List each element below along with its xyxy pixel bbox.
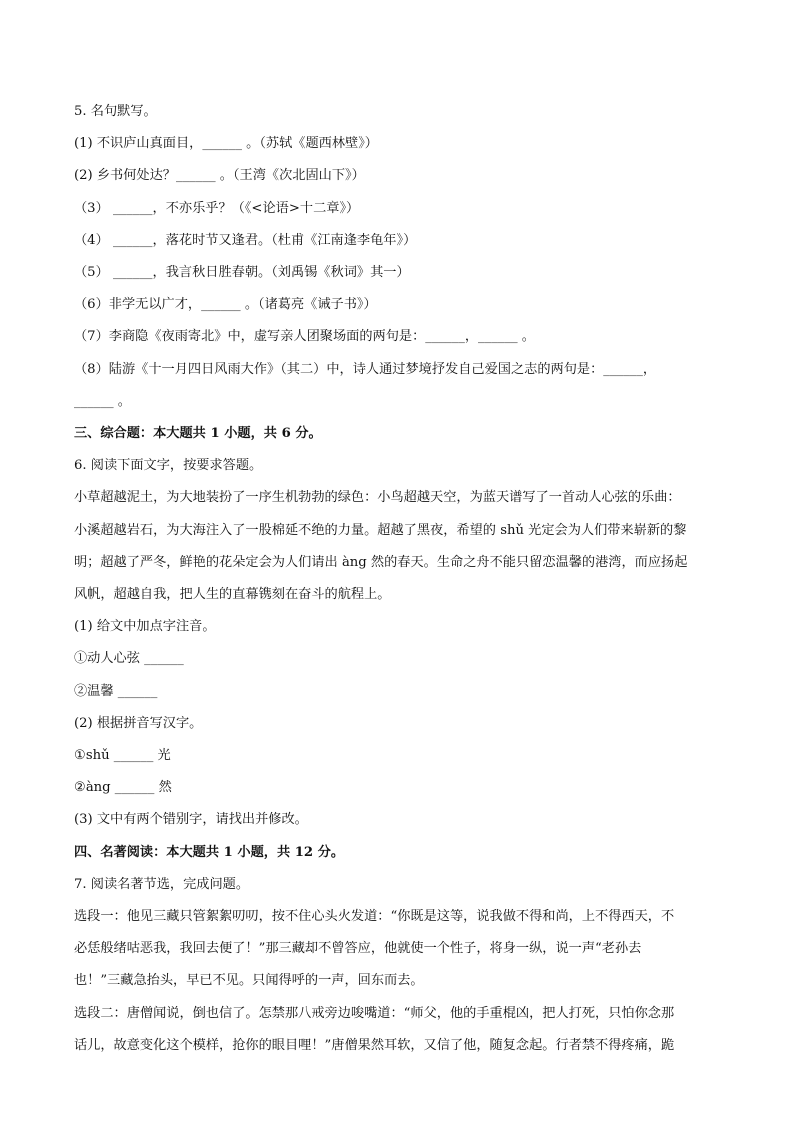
question-6-sub-2b: ②àng ______ 然 (74, 780, 172, 796)
question-5-item-1: (1) 不识庐山真面目，______ 。（苏轼《题西林壁》） (74, 136, 378, 152)
question-7-excerpt-1-line-1: 选段一：他见三藏只管絮絮叨叨，按不住心头火发道：“你既是这等，说我做不得和尚，上不得西天，不 (74, 909, 675, 925)
question-6-passage-line-1: 小草超越泥土，为大地装扮了一序生机勃勃的绿色：小鸟超越天空，为蓝天谱写了一首动人心弦的乐曲： (74, 490, 681, 506)
question-6-sub-1: (1) 给文中加点字注音。 (74, 619, 216, 635)
question-6-sub-2: (2) 根据拼音写汉字。 (74, 715, 203, 731)
section-4-heading: 四、名著阅读：本大题共 1 小题，共 12 分。 (74, 844, 345, 860)
question-5-item-8-line-2: ______ 。 (74, 393, 131, 409)
question-5-item-6: （6）非学无以广才，______ 。（诸葛亮《诫子书》） (74, 297, 377, 313)
question-6-passage-line-4: 风帆，超越自我，把人生的直幕镌刻在奋斗的航程上。 (74, 587, 391, 603)
question-7-title: 7. 阅读名著节选，完成问题。 (74, 876, 250, 892)
question-6-passage-line-3: 明；超越了严冬，鲜艳的花朵定会为人们请出 àng 然的春天。生命之舟不能只留恋温馨的港湾，而应扬起 (74, 554, 688, 570)
question-7-excerpt-1-line-2: 必恁般绪咕恶我，我回去便了！”那三藏却不曾答应，他就使一个性子，将身一纵，说一声“老孙去 (74, 941, 642, 957)
question-6-sub-2a: ①shǔ ______ 光 (74, 748, 171, 764)
question-6-sub-1b: ②温馨 ______ (74, 683, 158, 699)
question-5-item-7: （7）李商隐《夜雨寄北》中，虚写亲人团聚场面的两句是：______，______ 。 (74, 329, 535, 345)
question-7-excerpt-2-line-1: 选段二：唐僧闻说，倒也信了。怎禁那八戒旁边唆嘴道：“师父，他的手重棍凶，把人打死，只怕你念那 (74, 1005, 675, 1021)
question-5-item-2: (2) 乡书何处达？______ 。（王湾《次北固山下》） (74, 168, 365, 184)
question-5-title: 5. 名句默写。 (74, 104, 157, 119)
question-5-item-5: （5） ______，我言秋日胜春朝。（刘禹锡《秋词》其一） (74, 265, 410, 281)
question-5-item-3: （3） ______，不亦乐乎？（《<论语>十二章》） (74, 200, 360, 216)
question-6-sub-3: (3) 文中有两个错别字，请找出并修改。 (74, 812, 308, 828)
section-3-heading: 三、综合题：本大题共 1 小题，共 6 分。 (74, 426, 322, 442)
question-5-item-8-line-1: （8）陆游《十一月四日风雨大作》（其二）中，诗人通过梦境抒发自己爱国之志的两句是：______， (74, 361, 657, 377)
question-6-passage-line-2: 小溪超越岩石，为大海注入了一股棉延不绝的力量。超越了黑夜，希望的 shǔ 光定会为人们带来崭新的黎 (74, 522, 687, 538)
question-5-item-4: （4） ______，落花时节又逢君。（杜甫《江南逢李龟年》） (74, 232, 417, 248)
question-6-title: 6. 阅读下面文字，按要求答题。 (74, 458, 263, 474)
question-6-sub-1a: ①动人心弦 ______ (74, 651, 184, 667)
question-7-excerpt-1-line-3: 也！”三藏急抬头，早已不见。只闻得呼的一声，回东而去。 (74, 973, 424, 989)
document-page (74, 96, 724, 1062)
question-7-excerpt-2-line-2: 话儿，故意变化这个模样，抢你的眼目哩！”唐僧果然耳软，又信了他，随复念起。行者禁不得疼痛，跪 (74, 1037, 675, 1053)
